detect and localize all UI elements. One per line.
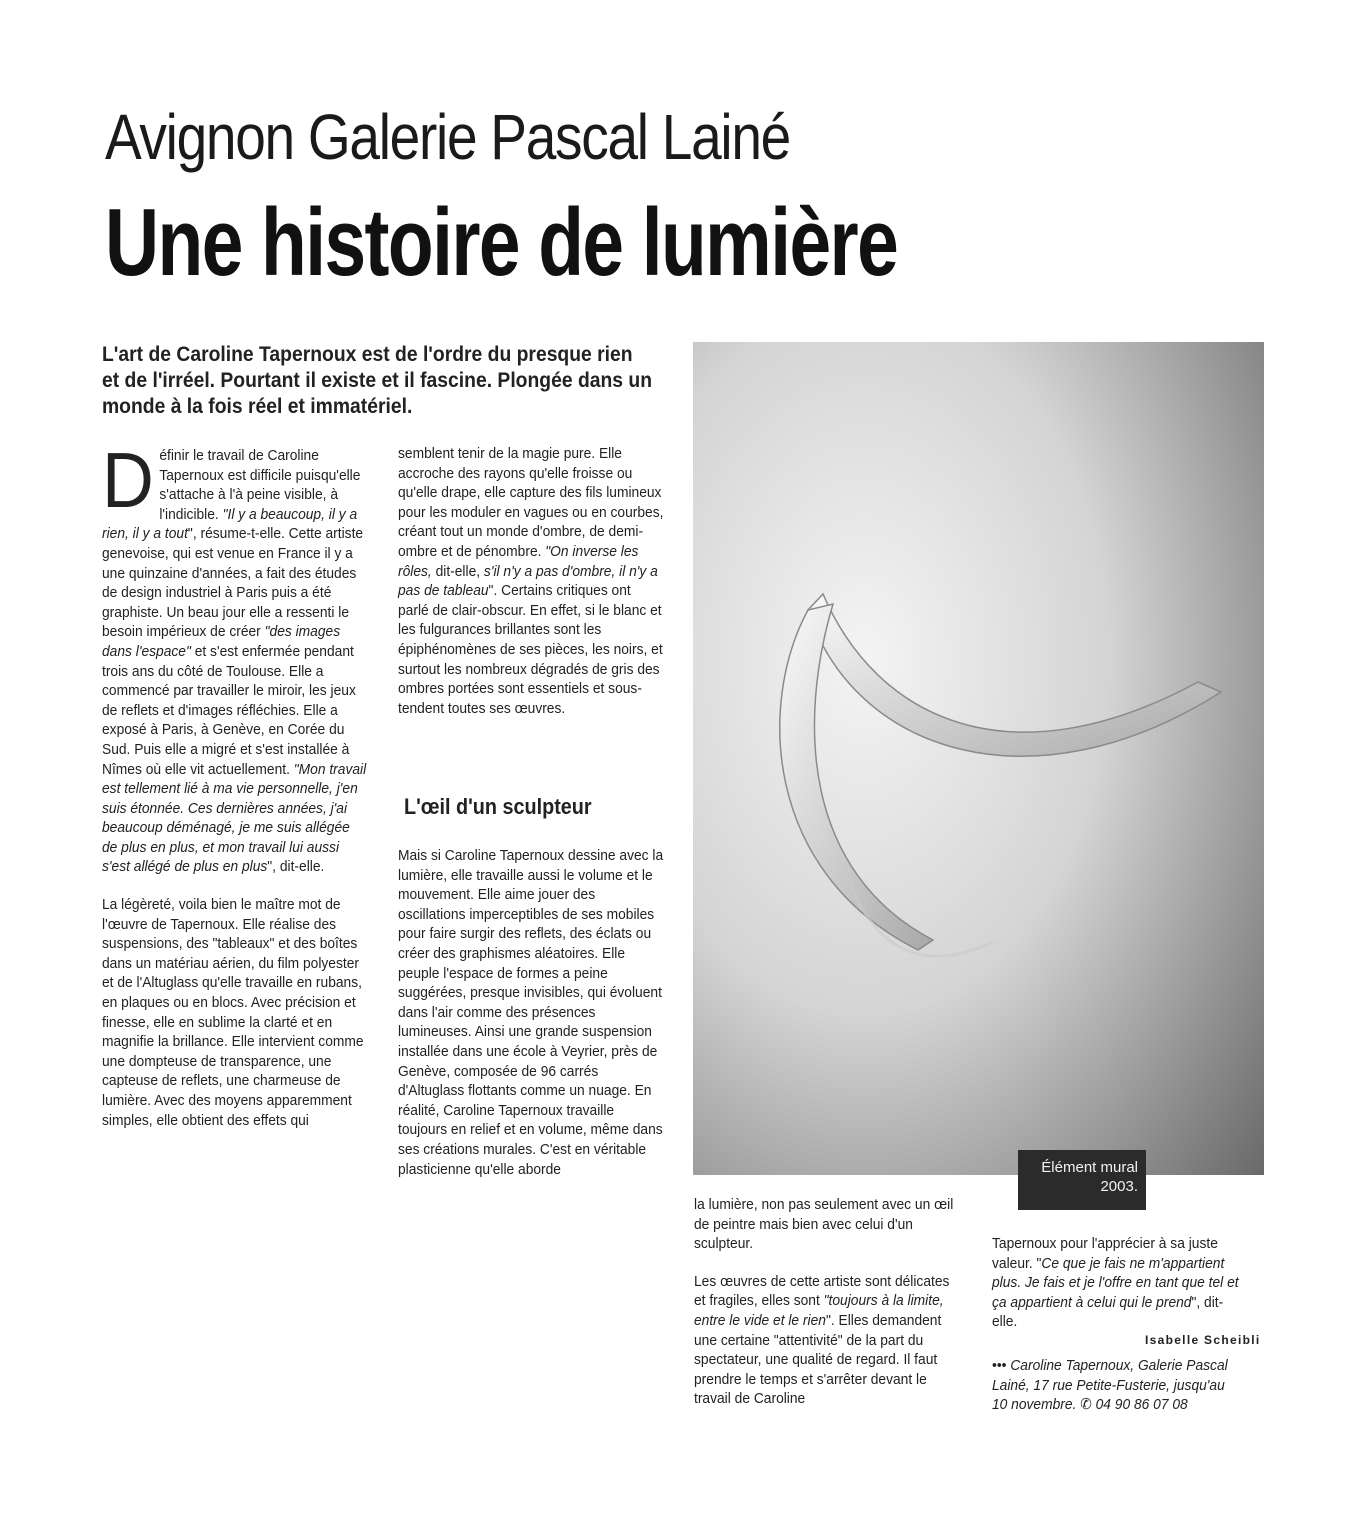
photo-caption xyxy=(1018,1150,1146,1210)
column-1 xyxy=(102,436,367,1148)
text: et s'est enfermée pendant trois ans du côté de Toulouse. Elle a commencé par travailler le miroir, les jeux de reflets et d'images réfléchies. Elle a exposé à Paris, à Genève, en Corée du Sud. Puis elle a migré et s'est installée à Nîmes où elle vit actuellement. xyxy=(102,642,356,778)
text: ", résume-t-elle. Cette artiste genevoise, qui est venue en France il y a une quinzaine d'années, a fait des études de design industriel à Paris puis a été graphiste. Un beau jour elle a ressenti le besoin impérieux de créer xyxy=(102,525,364,641)
paragraph-6 xyxy=(694,1272,961,1409)
quote: "Mon travail est tellement lié à ma vie personnelle, j'en suis étonnée. Ces dernières années, j'ai beaucoup déménagé, je me suis allégée de plus en plus, et mon travail lui aussi s'est allégé de plus en plus xyxy=(102,760,367,876)
paragraph-1 xyxy=(102,436,367,877)
column-2-continued xyxy=(398,846,665,1197)
artwork-photo xyxy=(693,342,1264,1175)
text: ". Elles demandent une certaine "attentivité" de la part du spectateur, une qualité de regard. Il faut prendre le temps et s'arrêter devant le travail de Caroline xyxy=(694,1311,942,1408)
paragraph-3 xyxy=(398,444,665,718)
text: ", dit-elle. xyxy=(267,858,325,876)
text: ". Certains critiques ont parlé de clair-obscur. En effet, si le blanc et les fulgurances brillantes sont les épiphénomènes de ses pièces, les noirs, et surtout les nombreux dégradés de gris des ombres portées sont essentiels et sous-tendent toutes ses œuvres. xyxy=(398,582,663,717)
paragraph-2: La légèreté, voila bien le maître mot de l'œuvre de Tapernoux. Elle réalise des suspensions, des "tableaux" et des boîtes dans un matériau aérien, du film polyester et de l'Altuglass qu'elle travaille en rubans, en plaques ou en blocs. Avec précision et finesse, elle en sublime la clarté et en magnifie la brillance. Elle intervient comme une dompteuse de transparence, une capteuse de reflets, une charmeuse de lumière. Avec des moyens apparemment simples, elle obtient des effets qui xyxy=(102,896,364,1129)
quote: "toujours à la limite, entre le vide et le rien xyxy=(694,1292,944,1329)
text: dit-elle, xyxy=(431,562,484,580)
quote: "On inverse les rôles, xyxy=(398,542,639,580)
quote: "des images dans l'espace" xyxy=(102,623,341,660)
phone-icon: ✆ xyxy=(1080,1396,1092,1414)
lede: L'art de Caroline Tapernoux est de l'ordre du presque rien et de l'irréel. Pourtant il existe et il fascine. Plongée dans un monde à la fois réel et immatériel. xyxy=(102,343,653,418)
quote: s'il n'y a pas d'ombre, il n'y a pas de tableau xyxy=(398,562,658,600)
info-text: Caroline Tapernoux, Galerie Pascal Lainé, 17 rue Petite-Fusterie, jusqu'au 10 novembre. xyxy=(992,1357,1228,1414)
text: ", dit-elle. xyxy=(992,1293,1224,1331)
paragraph-5: la lumière, non pas seulement avec un œil de peintre mais bien avec celui d'un sculpteur. xyxy=(694,1196,954,1253)
caption-line: Élément mural xyxy=(1041,1159,1138,1176)
phone-number: 04 90 86 07 08 xyxy=(1091,1396,1188,1414)
paragraph-7 xyxy=(992,1234,1240,1332)
exhibition-info xyxy=(992,1356,1240,1415)
author-byline: Isabelle Scheibli xyxy=(1145,1333,1261,1347)
quote: "Il y a beaucoup, il y a rien, il y a tout xyxy=(102,505,358,543)
column-2 xyxy=(398,444,665,736)
text: Tapernoux pour l'apprécier à sa juste valeur. " xyxy=(992,1235,1218,1272)
subheading: L'œil d'un sculpteur xyxy=(404,794,592,819)
headline: Une histoire de lumière xyxy=(105,189,898,296)
caption-line: 2003. xyxy=(1100,1178,1138,1195)
text: semblent tenir de la magie pure. Elle accroche des rayons qu'elle froisse ou qu'elle drape, elle capture des fils lumineux pour les moduler en vagues ou en courbes, créant tout un monde d'ombre, de demi-ombre et de pénombre. xyxy=(398,445,664,560)
drop-cap: D xyxy=(102,436,154,524)
quote: Ce que je fais ne m'appartient plus. Je fais et je l'offre en tant que tel et ça appartient à celui qui le prend xyxy=(992,1254,1239,1311)
column-3 xyxy=(694,1195,961,1427)
text: éfinir le travail de Caroline Tapernoux est difficile puisqu'elle s'attache à l'à peine visible, à l'indicible. xyxy=(159,447,361,523)
text: Les œuvres de cette artiste sont délicates et fragiles, elles sont xyxy=(694,1272,950,1310)
kicker: Avignon Galerie Pascal Lainé xyxy=(105,101,790,173)
paragraph-4: Mais si Caroline Tapernoux dessine avec la lumière, elle travaille aussi le volume et le mouvement. Elle aime jouer des oscillations imperceptibles de ses mobiles pour faire surgir des reflets, des éclats ou créer des graphismes aléatoires. Elle peuple l'espace de formes a peine suggérées, presque invisibles, qui évoluent dans l'air comme des présences lumineuses. Ainsi une grande suspension installée dans une école à Veyrier, près de Genève, composée de 96 carrés d'Altuglass flottants comme un nuage. En réalité, Caroline Tapernoux travaille toujours en relief et en volume, même dans ses créations murales. C'est en véritable plasticienne qu'elle aborde xyxy=(398,847,664,1178)
bullet-icon: ••• xyxy=(992,1357,1007,1374)
